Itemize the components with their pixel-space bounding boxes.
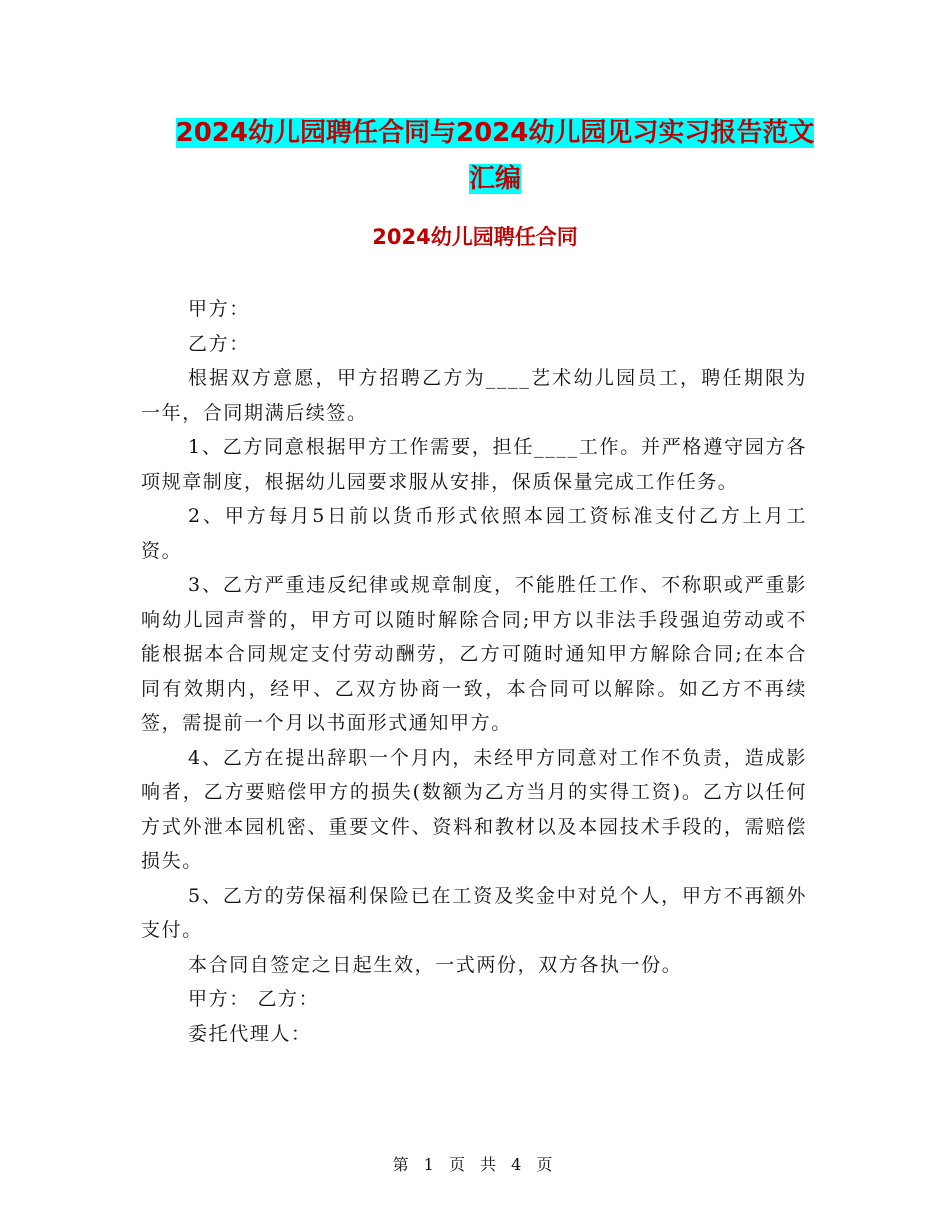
document-title-line2: 汇编 [468, 164, 521, 194]
document-body [141, 292, 807, 1051]
section-title: 2024幼儿园聘任合同 [372, 225, 578, 249]
document-title-line1: 2024幼儿园聘任合同与2024幼儿园见习实习报告范文 [175, 118, 815, 148]
document-title [140, 110, 850, 202]
paragraph-signatures: 甲方： 乙方： [188, 988, 320, 1010]
page-footer: 第 1 页 共 4 页 [392, 1155, 558, 1174]
paragraph-clause-3: 3、乙方严重违反纪律或规章制度，不能胜任工作、不称职或严重影响幼儿园声誉的，甲方可以随时解除合同;甲方以非法手段强迫劳动或不能根据本合同规定支付劳动酬劳，乙方可随时通知甲方解除合同;在本合同有效期内，经甲、乙双方协商一致，本合同可以解除。如乙方不再续签，需提前一个月以书面形式通知甲方。 [141, 574, 807, 734]
paragraph-party-a: 甲方： [188, 298, 250, 320]
paragraph-clause-4: 4、乙方在提出辞职一个月内，未经甲方同意对工作不负责，造成影响者，乙方要赔偿甲方的损失(数额为乙方当月的实得工资)。乙方以任何方式外泄本园机密、重要文件、资料和教材以及本园技术手段的，需赔偿损失。 [141, 746, 807, 872]
paragraph-effective: 本合同自签定之日起生效，一式两份，双方各执一份。 [188, 953, 683, 976]
paragraph-clause-5: 5、乙方的劳保福利保险已在工资及奖金中对兑个人，甲方不再额外支付。 [141, 884, 807, 941]
paragraph-party-b: 乙方： [188, 332, 250, 355]
paragraph-intro: 根据双方意愿，甲方招聘乙方为____艺术幼儿园员工，聘任期限为一年，合同期满后续签。 [141, 367, 807, 424]
paragraph-clause-2: 2、甲方每月5日前以货币形式依照本园工资标准支付乙方上月工资。 [141, 505, 807, 562]
paragraph-clause-1: 1、乙方同意根据甲方工作需要，担任____工作。并严格遵守园方各项规章制度，根据幼儿园要求服从安排，保质保量完成工作任务。 [141, 436, 807, 493]
paragraph-agent: 委托代理人： [188, 1022, 312, 1045]
